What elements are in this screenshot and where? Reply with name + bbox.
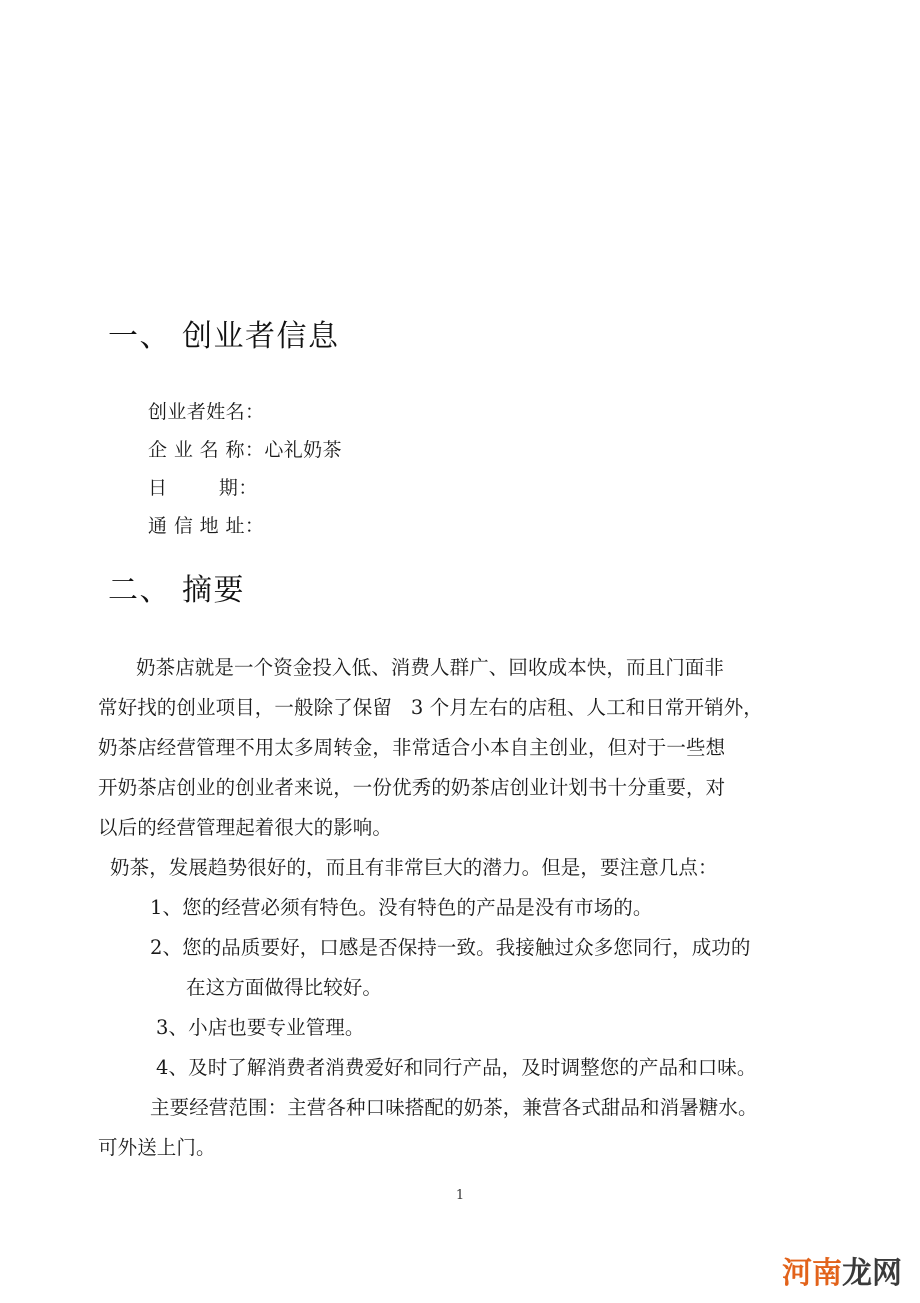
body-line: 主要经营范围：主营各种口味搭配的奶茶，兼营各式甜品和消暑糖水。 — [150, 1096, 758, 1119]
field-company-name: 企 业 名 称：心礼奶茶 — [148, 439, 342, 461]
body-line: 可外送上门。 — [98, 1136, 216, 1159]
watermark-part-one: 河南 — [782, 1256, 842, 1291]
list-item-line: 3、小店也要专业管理。 — [156, 1016, 365, 1039]
section-heading-creator-info: 一、 创业者信息 — [108, 319, 340, 354]
field-creator-name: 创业者姓名： — [148, 401, 265, 423]
field-date: 日 期： — [148, 477, 258, 499]
page-number: 1 — [455, 1188, 465, 1203]
list-item-line: 2、您的品质要好，口感是否保持一致。我接触过众多您同行，成功的 — [150, 936, 751, 959]
watermark — [782, 1256, 902, 1291]
section-heading-summary: 二、 摘要 — [108, 573, 246, 608]
list-item-continuation-line: 在这方面做得比较好。 — [186, 976, 383, 999]
body-line: 奶茶，发展趋势很好的，而且有非常巨大的潜力。但是，要注意几点： — [110, 856, 718, 879]
body-line: 奶茶店经营管理不用太多周转金，非常适合小本自主创业，但对于一些想 — [98, 736, 726, 759]
body-line: 常好找的创业项目，一般除了保留 3 个月左右的店租、人工和日常开销外， — [98, 696, 763, 719]
field-mailing-address: 通 信 地 址： — [148, 515, 265, 537]
list-item-line: 1、您的经营必须有特色。没有特色的产品是没有市场的。 — [150, 896, 653, 919]
body-line: 奶茶店就是一个资金投入低、消费人群广、回收成本快，而且门面非 — [136, 656, 725, 679]
creator-info-block — [148, 393, 342, 545]
body-line: 开奶茶店创业的创业者来说，一份优秀的奶茶店创业计划书十分重要，对 — [98, 776, 726, 799]
summary-body-block — [98, 648, 824, 1168]
list-item-line: 4、及时了解消费者消费爱好和同行产品，及时调整您的产品和口味。 — [156, 1056, 757, 1079]
watermark-part-two: 龙网 — [842, 1256, 902, 1291]
body-line: 以后的经营管理起着很大的影响。 — [98, 816, 393, 839]
